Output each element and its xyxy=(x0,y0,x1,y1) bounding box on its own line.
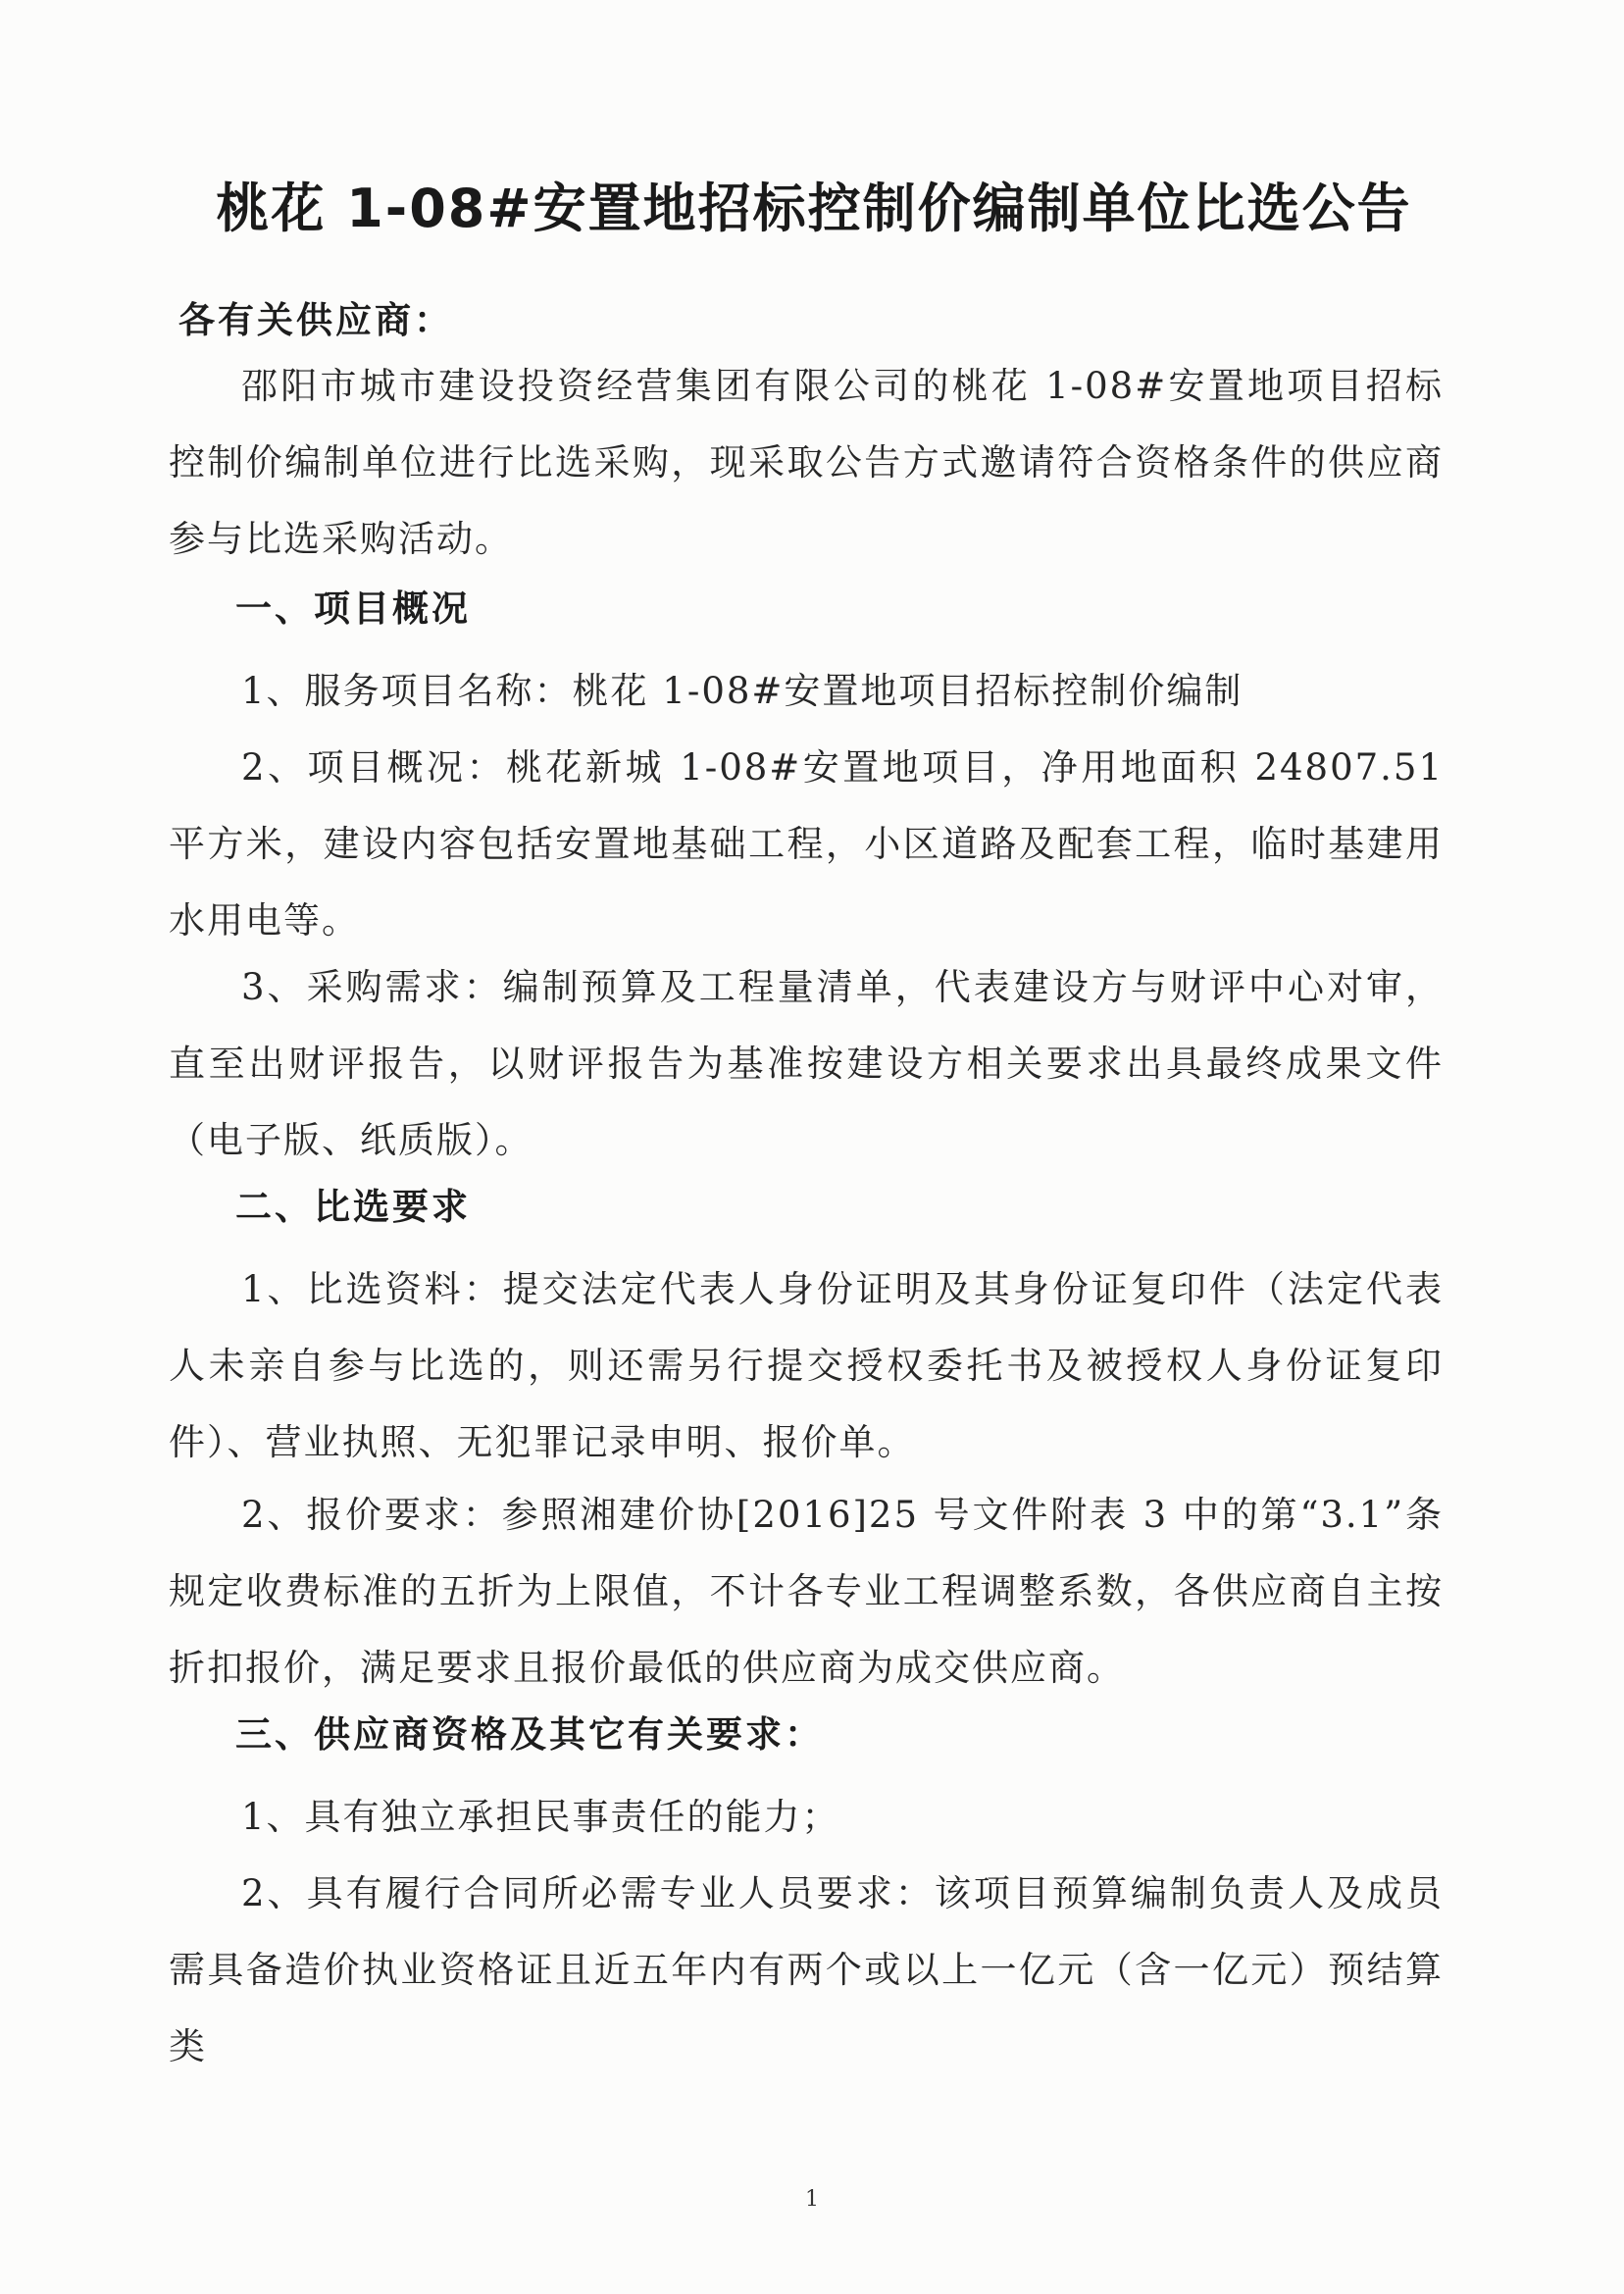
section-3-item-1: 1、具有独立承担民事责任的能力； xyxy=(241,1796,840,1838)
section-heading-3: 三、供应商资格及其它有关要求： xyxy=(235,1713,824,1756)
section-3-item-2: 2、具有履行合同所必需专业人员要求：该项目预算编制负责人及成员需具备造价执业资格证且近五年内有两个或以上一亿元（含一亿元）预结算类 xyxy=(169,1872,1444,2067)
intro-paragraph: 邵阳市城市建设投资经营集团有限公司的桃花 1-08#安置地项目招标控制价编制单位进行比选采购，现采取公告方式邀请符合资格条件的供应商参与比选采购活动。 xyxy=(169,365,1444,560)
section-1-item-2: 2、项目概况：桃花新城 1-08#安置地项目，净用地面积 24807.51 平方米，建设内容包括安置地基础工程，小区道路及配套工程，临时基建用水用电等。 xyxy=(169,746,1444,942)
section-2-item-2: 2、报价要求：参照湘建价协[2016]25 号文件附表 3 中的第“3.1”条规定收费标准的五折为上限值，不计各专业工程调整系数，各供应商自主按折扣报价，满足要求且报价最低的供应商为成交供应商。 xyxy=(169,1494,1444,1689)
page-number: 1 xyxy=(805,2187,819,2212)
section-1-item-1: 1、服务项目名称：桃花 1-08#安置地项目招标控制价编制 xyxy=(241,670,1243,712)
section-2-item-1: 1、比选资料：提交法定代表人身份证明及其身份证复印件（法定代表人未亲自参与比选的，则还需另行提交授权委托书及被授权人身份证复印件）、营业执照、无犯罪记录申明、报价单。 xyxy=(169,1268,1444,1463)
document-title: 桃花 1-08#安置地招标控制价编制单位比选公告 xyxy=(216,178,1412,239)
section-heading-1: 一、项目概况 xyxy=(235,587,471,630)
section-heading-2: 二、比选要求 xyxy=(235,1186,471,1228)
section-1-item-3: 3、采购需求：编制预算及工程量清单，代表建设方与财评中心对审，直至出财评报告，以财评报告为基准按建设方相关要求出具最终成果文件（电子版、纸质版）。 xyxy=(169,966,1444,1161)
salutation: 各有关供应商： xyxy=(178,299,453,341)
